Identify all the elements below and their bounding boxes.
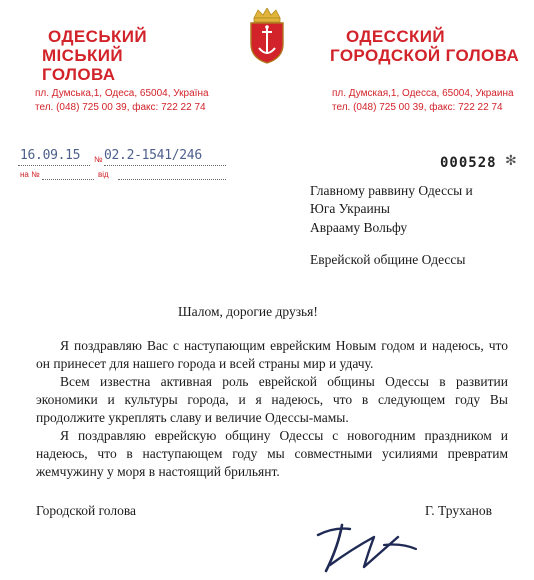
vid-rule	[118, 179, 226, 180]
recipient-line3: Аврааму Вольфу	[310, 220, 408, 235]
serial-mark: ✻	[505, 154, 517, 169]
serial-number: 000528	[440, 155, 497, 171]
left-title	[42, 27, 198, 84]
date-rule	[18, 165, 90, 166]
body-paragraph-1: Я поздравляю Вас с наступающим еврейским Новым годом и надеюсь, что он принесет для нашего города и всей страны мир и удачу.	[36, 338, 508, 371]
right-title-line1: ОДЕССКИЙ	[346, 27, 446, 46]
greeting: Шалом, дорогие друзья!	[178, 304, 318, 319]
odesa-coat-of-arms-icon	[246, 8, 288, 64]
handwritten-date: 16.09.15	[20, 148, 81, 163]
na-label: на №	[20, 170, 40, 179]
right-address: пл. Думская,1, Одесса, 65004, Украина	[332, 88, 514, 99]
left-title-line1: ОДЕСЬКИЙ	[48, 27, 147, 46]
vid-label: від	[98, 170, 109, 179]
body-paragraph-2: Всем известна активная роль еврейской общины Одессы в развитии экономики и культуры города, и я надеюсь, что в следующем году Вы продолжите укреплять славу и величие Одессы-мамы.	[36, 374, 508, 425]
na-rule	[42, 179, 94, 180]
recipient-line2: Юга Украины	[310, 201, 390, 216]
recipient-line4: Еврейской общине Одессы	[310, 252, 466, 267]
right-title	[330, 27, 530, 65]
left-address: пл. Думська,1, Одеса, 65004, Україна	[35, 88, 209, 99]
handwritten-signature	[312, 505, 427, 575]
handwritten-number: 02.2-1541/246	[104, 148, 202, 163]
body-paragraph-3: Я поздравляю еврейскую общину Одессы с новогодним праздником и надеюсь, что в наступающем году мы совместными усилиями превратим жемчужину у моря в настоящий брильянт.	[36, 428, 508, 479]
number-rule	[104, 165, 226, 166]
no-symbol: №	[94, 155, 103, 164]
recipient-line1: Главному раввину Одессы и	[310, 183, 473, 198]
signature-name: Г. Труханов	[425, 503, 492, 518]
right-phone: тел. (048) 725 00 39, факс: 722 22 74	[332, 102, 503, 113]
right-title-line2: ГОРОДСКОЙ ГОЛОВА	[330, 46, 520, 65]
signature-title: Городской голова	[36, 503, 137, 518]
left-title-line2: МІСЬКИЙ ГОЛОВА	[42, 46, 123, 84]
left-phone: тел. (048) 725 00 39, факс: 722 22 74	[35, 102, 206, 113]
